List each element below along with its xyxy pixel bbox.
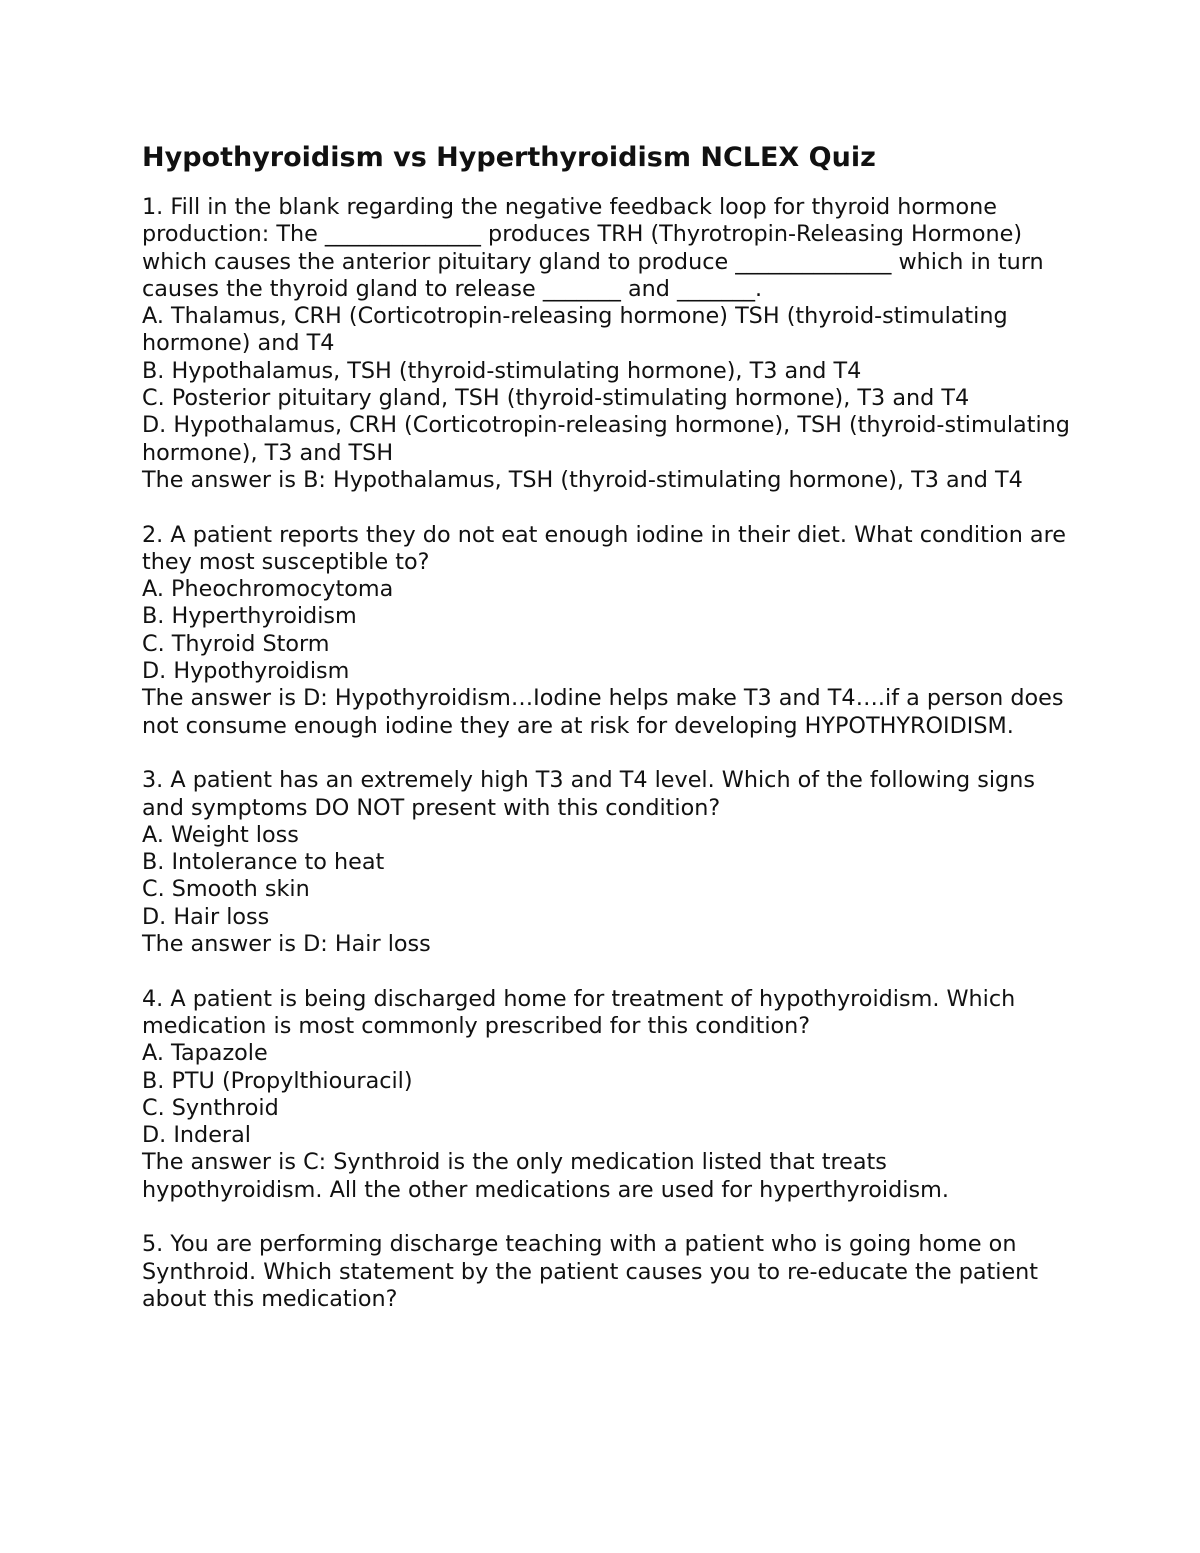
answer-option: A. Thalamus, CRH (Corticotropin-releasing hormone) TSH (thyroid-stimulating hormone) and T4 xyxy=(142,303,1008,357)
answer-explanation: The answer is C: Synthroid is the only medication listed that treats hypothyroidism. All the other medications are used for hyperthyroidism. xyxy=(142,1149,949,1203)
question-stem: 4. A patient is being discharged home for treatment of hypothyroidism. Which medication is most commonly prescribed for this condition? xyxy=(142,985,1016,1039)
question-5 xyxy=(142,1231,1072,1313)
answer-option: D. Hypothalamus, CRH (Corticotropin-releasing hormone), TSH (thyroid-stimulating hormone), T3 and TSH xyxy=(142,412,1070,466)
question-stem: 3. A patient has an extremely high T3 and T4 level. Which of the following signs and symptoms DO NOT present with this condition? xyxy=(142,767,1035,821)
answer-option: B. Hyperthyroidism xyxy=(142,603,357,630)
answer-option: A. Pheochromocytoma xyxy=(142,576,394,603)
question-2 xyxy=(142,522,1072,740)
question-3 xyxy=(142,767,1072,958)
answer-explanation: The answer is D: Hypothyroidism…Iodine helps make T3 and T4….if a person does not consume enough iodine they are at risk for developing HYPOTHYROIDISM. xyxy=(142,685,1064,739)
answer-option: C. Smooth skin xyxy=(142,876,310,903)
answer-option: C. Posterior pituitary gland, TSH (thyroid-stimulating hormone), T3 and T4 xyxy=(142,385,970,412)
answer-option: B. Hypothalamus, TSH (thyroid-stimulating hormone), T3 and T4 xyxy=(142,357,862,384)
question-1 xyxy=(142,194,1072,494)
answer-explanation: The answer is D: Hair loss xyxy=(142,931,431,958)
answer-option: B. Intolerance to heat xyxy=(142,849,385,876)
answer-option: D. Inderal xyxy=(142,1122,251,1149)
answer-option: A. Tapazole xyxy=(142,1040,268,1067)
question-stem: 5. You are performing discharge teaching with a patient who is going home on Synthroid. Which statement by the patient causes you to re-educate the patient about this medication? xyxy=(142,1231,1039,1312)
answer-option: A. Weight loss xyxy=(142,821,299,848)
answer-explanation: The answer is B: Hypothalamus, TSH (thyroid-stimulating hormone), T3 and T4 xyxy=(142,466,1023,493)
answer-option: D. Hypothyroidism xyxy=(142,658,350,685)
question-4 xyxy=(142,986,1072,1204)
document-page xyxy=(142,140,1072,1340)
question-stem: 2. A patient reports they do not eat enough iodine in their diet. What condition are they most susceptible to? xyxy=(142,521,1066,575)
question-stem: 1. Fill in the blank regarding the negative feedback loop for thyroid hormone production: The ______________ produces TRH (Thyrotropin-Releasing Hormone) which causes the anterior pituitary gland to produce ______________ which in turn causes the thyroid gland to release _______ and _______. xyxy=(142,194,1044,302)
document-title: Hypothyroidism vs Hyperthyroidism NCLEX Quiz xyxy=(142,142,876,173)
answer-option: B. PTU (Propylthiouracil) xyxy=(142,1067,413,1094)
answer-option: D. Hair loss xyxy=(142,903,270,930)
answer-option: C. Synthroid xyxy=(142,1094,279,1121)
answer-option: C. Thyroid Storm xyxy=(142,630,330,657)
